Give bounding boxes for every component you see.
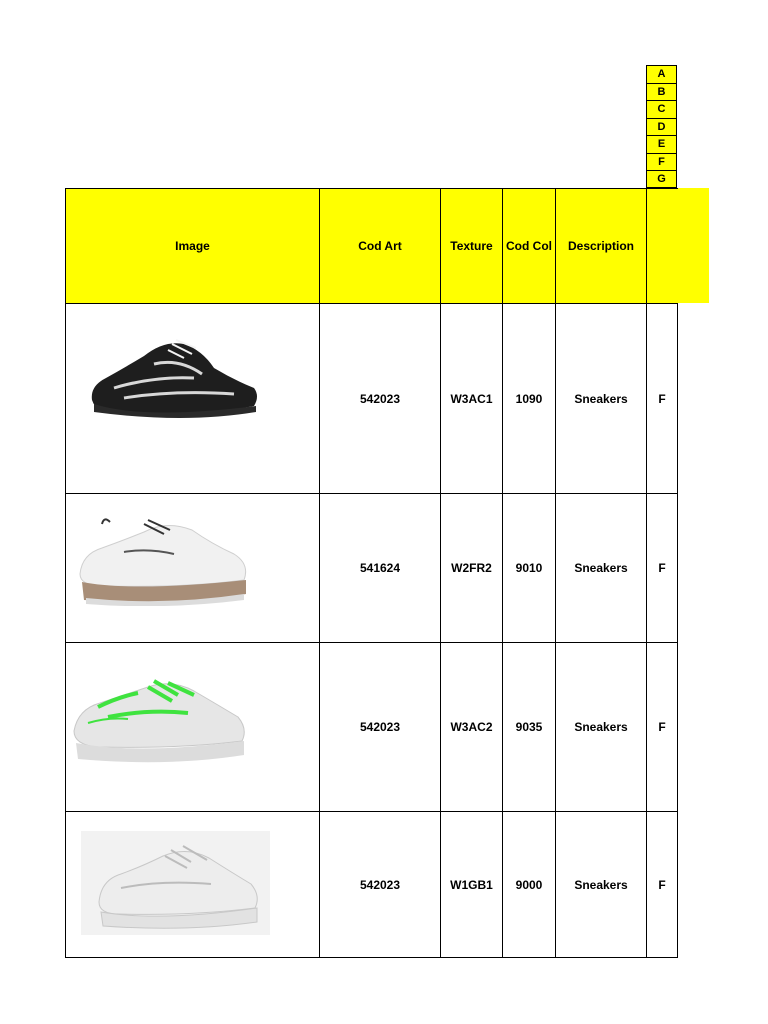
size-legend xyxy=(646,65,677,188)
texture-cell: W2FR2 xyxy=(441,494,503,643)
cod-col-cell: 1090 xyxy=(503,304,556,494)
description-cell: Sneakers xyxy=(556,494,647,643)
cod-art-cell: 541624 xyxy=(320,494,441,643)
sneaker-image xyxy=(68,673,252,769)
size-legend-d: D xyxy=(646,118,677,136)
sneaker-image xyxy=(84,328,264,423)
sneaker-image xyxy=(91,842,261,932)
product-table xyxy=(65,188,678,958)
description-cell: Sneakers xyxy=(556,643,647,812)
description-cell: Sneakers xyxy=(556,304,647,494)
cod-art-cell: 542023 xyxy=(320,643,441,812)
table-row xyxy=(66,643,678,812)
col-header-image: Image xyxy=(66,189,320,304)
size-legend-a: A xyxy=(646,65,677,83)
size-cell: F xyxy=(647,494,678,643)
texture-cell: W3AC2 xyxy=(441,643,503,812)
table-row xyxy=(66,812,678,958)
texture-cell: W3AC1 xyxy=(441,304,503,494)
product-image-cell xyxy=(66,643,320,812)
product-image-cell xyxy=(66,494,320,643)
size-cell: F xyxy=(647,304,678,494)
size-legend-b: B xyxy=(646,83,677,101)
size-cell: F xyxy=(647,643,678,812)
col-header-cod-art: Cod Art xyxy=(320,189,441,304)
cod-col-cell: 9035 xyxy=(503,643,556,812)
col-header-description: Description xyxy=(556,189,647,304)
size-legend-e: E xyxy=(646,135,677,153)
cod-art-cell: 542023 xyxy=(320,304,441,494)
col-header-cod-col: Cod Col xyxy=(503,189,556,304)
size-legend-c: C xyxy=(646,100,677,118)
description-cell: Sneakers xyxy=(556,812,647,958)
texture-cell: W1GB1 xyxy=(441,812,503,958)
col-header-texture: Texture xyxy=(441,189,503,304)
sneaker-image xyxy=(74,514,252,606)
size-cell: F xyxy=(647,812,678,958)
table-row xyxy=(66,494,678,643)
table-header-row xyxy=(66,189,678,304)
cod-col-cell: 9010 xyxy=(503,494,556,643)
table-row xyxy=(66,304,678,494)
product-image-cell xyxy=(66,812,320,958)
product-image-cell xyxy=(66,304,320,494)
size-legend-f: F xyxy=(646,153,677,171)
size-legend-g: G xyxy=(646,170,677,188)
cod-col-cell: 9000 xyxy=(503,812,556,958)
col-header-size xyxy=(647,189,678,304)
cod-art-cell: 542023 xyxy=(320,812,441,958)
